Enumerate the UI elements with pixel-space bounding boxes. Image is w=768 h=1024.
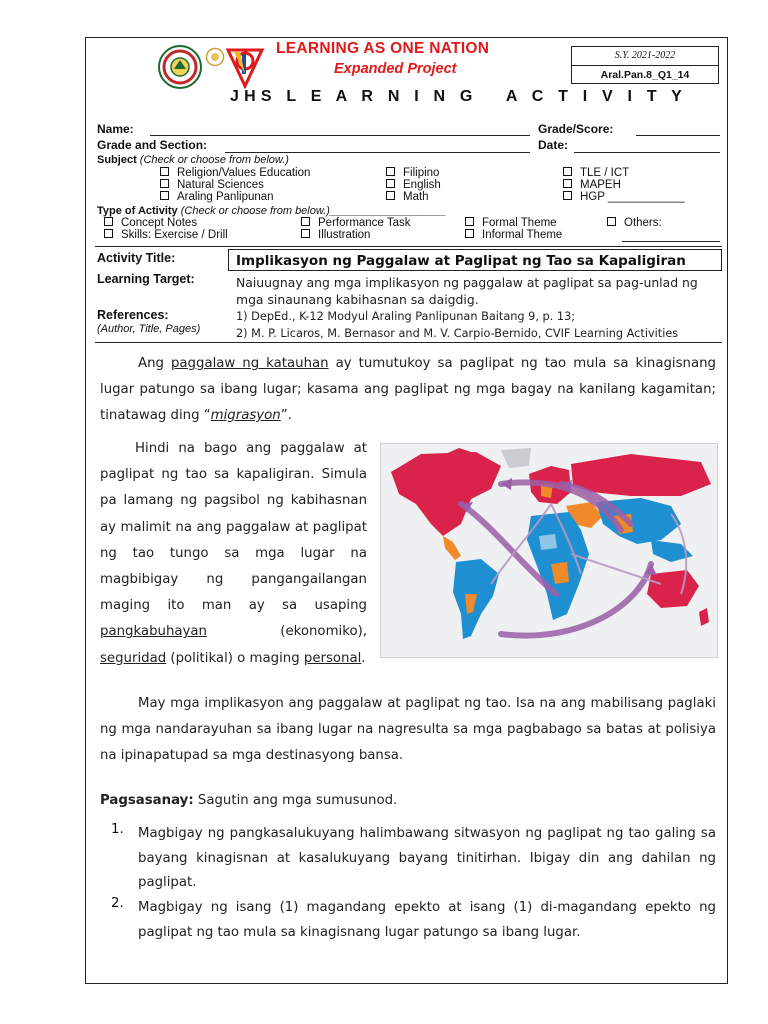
subject-araling-panlipunan[interactable] [160,191,274,203]
project-subtitle: Expanded Project [334,61,457,77]
type-option-label: Formal Theme [482,217,557,229]
type-skills[interactable] [104,229,228,241]
paragraph-intro [100,351,716,429]
term-seguridad: seguridad [100,650,167,666]
type-hint: (Check or choose from below.)___________________ [180,205,447,217]
exercise-heading [100,793,397,808]
subject-natural-sciences[interactable] [160,179,264,191]
reference-item: 2) M. P. Licaros, M. Bernasor and M. V. Carpio-Bernido, CVIF Learning Activities [236,327,679,340]
subject-option-label: MAPEH [580,179,621,191]
type-option-label: Informal Theme [482,229,563,241]
name-field[interactable] [150,135,530,136]
section-divider [95,342,722,343]
checkbox-icon[interactable] [386,191,395,200]
subject-row-label [97,154,289,166]
activity-heading: JHS L E A R N I N G A C T I V I T Y [230,88,688,105]
text-run: ”. [280,408,292,423]
name-label: Name: [97,122,134,136]
type-informal-theme[interactable] [465,229,562,241]
type-illustration[interactable] [301,229,370,241]
project-title: LEARNING AS ONE NATION [276,40,490,57]
checkbox-icon[interactable] [563,191,572,200]
text-run: . [361,650,366,666]
paragraph-implications: May mga implikasyon ang paggalaw at paglipat ng tao. Isa na ang mabilisang paglaki ng mga nandarayuhan sa ibang lugar na nagresulta sa mga pagbabago sa batas at polisiya na ipinapatupad sa mga destinasyong bansa. [100,696,716,763]
activity-title-label: Activity Title: [97,251,176,265]
checkbox-icon[interactable] [160,167,169,176]
term-paggalaw: paggalaw ng katauhan [170,356,329,371]
term-personal: personal [303,650,362,666]
grade-section-label: Grade and Section: [97,138,208,152]
type-option-label: Performance Task [318,217,411,229]
subject-option-label: English [403,179,441,191]
subject-option-label: TLE / ICT [580,167,630,179]
school-year-box [571,46,719,84]
type-concept-notes[interactable] [104,217,197,229]
text-run: (politikal) o maging [166,650,304,666]
checkbox-icon[interactable] [465,229,474,238]
others-field[interactable] [622,241,720,242]
checkbox-icon[interactable] [607,217,616,226]
term-pangkabuhayan: pangkabuhayan [100,624,207,640]
subject-option-label: Religion/Values Education [177,167,311,179]
subject-mapeh[interactable] [563,179,621,191]
type-option-label: Concept Notes [121,217,198,229]
text-run: Hindi na bago ang paggalaw at paglipat ng tao sa kapaligiran. Simula pa lamang ng pagsibol ng kabihasnan ay malimit na ang paggalaw at paglipat ng tao tungo sa mga lugar na magbibigay ng pangangailangan maging ito man ay sa usaping [100,441,367,614]
checkbox-icon[interactable] [465,217,474,226]
activity-title: Implikasyon ng Paggalaw at Paglipat ng Tao sa Kapaligiran [236,253,686,269]
subject-option-label: HGP ____________ [580,191,685,203]
grade-score-label: Grade/Score: [538,122,614,136]
text-run: ay tumutukoy sa paglipat ng tao mula sa kinagisnang lugar patungo sa ibang lugar; kasama ang paglipat ng mga bagay na kanilang kagamitan; tinatawag ding “ [100,356,716,423]
subject-tle[interactable] [563,167,629,179]
references-list [236,308,731,342]
subject-option-label: Math [403,191,429,203]
question-2: Magbigay ng isang (1) magandang epekto at isang (1) di-magandang epekto ng paglipat ng tao mula sa kinagisnang lugar patungo sa ibang lugar. [138,900,716,940]
type-option-label: Illustration [318,229,371,241]
learning-target: Naiuugnay ang mga implikasyon ng paggalaw at paglipat sa pag-unlad ng mga sinaunang kabihasnan sa daigdig. [236,275,698,307]
grade-section-field[interactable] [225,152,530,153]
type-row-label [97,205,446,217]
type-label: Type of Activity [97,205,178,217]
checkbox-icon[interactable] [563,179,572,188]
checkbox-icon[interactable] [104,217,113,226]
references-hint: (Author, Title, Pages) [97,323,201,335]
type-option-label: Others: [624,217,662,229]
reference-item: 1) DepEd., K-12 Modyul Araling Panlipunan Baitang 9, p. 13; [236,310,576,323]
paragraph-history [100,436,367,672]
checkbox-icon[interactable] [301,217,310,226]
references-label: References: [97,308,169,322]
subject-hgp[interactable] [563,191,685,203]
subject-english[interactable] [386,179,441,191]
term-migrasyon: migrasyon [210,408,281,423]
type-option-label: Skills: Exercise / Drill [121,229,228,241]
type-formal-theme[interactable] [465,217,557,229]
type-performance-task[interactable] [301,217,410,229]
checkbox-icon[interactable] [301,229,310,238]
checkbox-icon[interactable] [386,167,395,176]
subject-filipino[interactable] [386,167,439,179]
migration-map-image [380,443,718,658]
date-label: Date: [538,138,569,152]
subject-option-label: Natural Sciences [177,179,264,191]
question-number: 1. [111,822,124,837]
subject-hint: (Check or choose from below.) [139,154,289,166]
section-divider [95,246,722,247]
subject-religion[interactable] [160,167,310,179]
type-others[interactable] [607,217,662,229]
text-run: (ekonomiko), [206,624,367,640]
checkbox-icon[interactable] [160,179,169,188]
project-logo [222,44,268,90]
subject-label: Subject [97,154,137,166]
subject-option-label: Filipino [403,167,440,179]
checkbox-icon[interactable] [104,229,113,238]
school-year: S.Y. 2021-2022 [572,47,718,66]
grade-score-field[interactable] [636,135,720,136]
school-seal-logo [157,44,203,90]
exercise-instruction: Sagutin ang mga sumusunod. [193,793,398,808]
exercise-label: Pagsasanay: [100,793,194,808]
subject-math[interactable] [386,191,429,203]
checkbox-icon[interactable] [386,179,395,188]
checkbox-icon[interactable] [563,167,572,176]
learning-target-label: Learning Target: [97,272,195,286]
question-1: Magbigay ng pangkasalukuyang halimbawang sitwasyon ng paglipat ng tao galing sa bayang kinagisnan at kasalukuyang bayang tinitirhan. Ibigay din ang dahilan ng paglipat. [138,826,716,890]
text-run: Ang [138,356,171,371]
checkbox-icon[interactable] [160,191,169,200]
activity-code: Aral.Pan.8_Q1_14 [600,69,690,81]
date-field[interactable] [574,152,720,153]
question-number: 2. [111,896,124,911]
subject-option-label: Araling Panlipunan [177,191,274,203]
